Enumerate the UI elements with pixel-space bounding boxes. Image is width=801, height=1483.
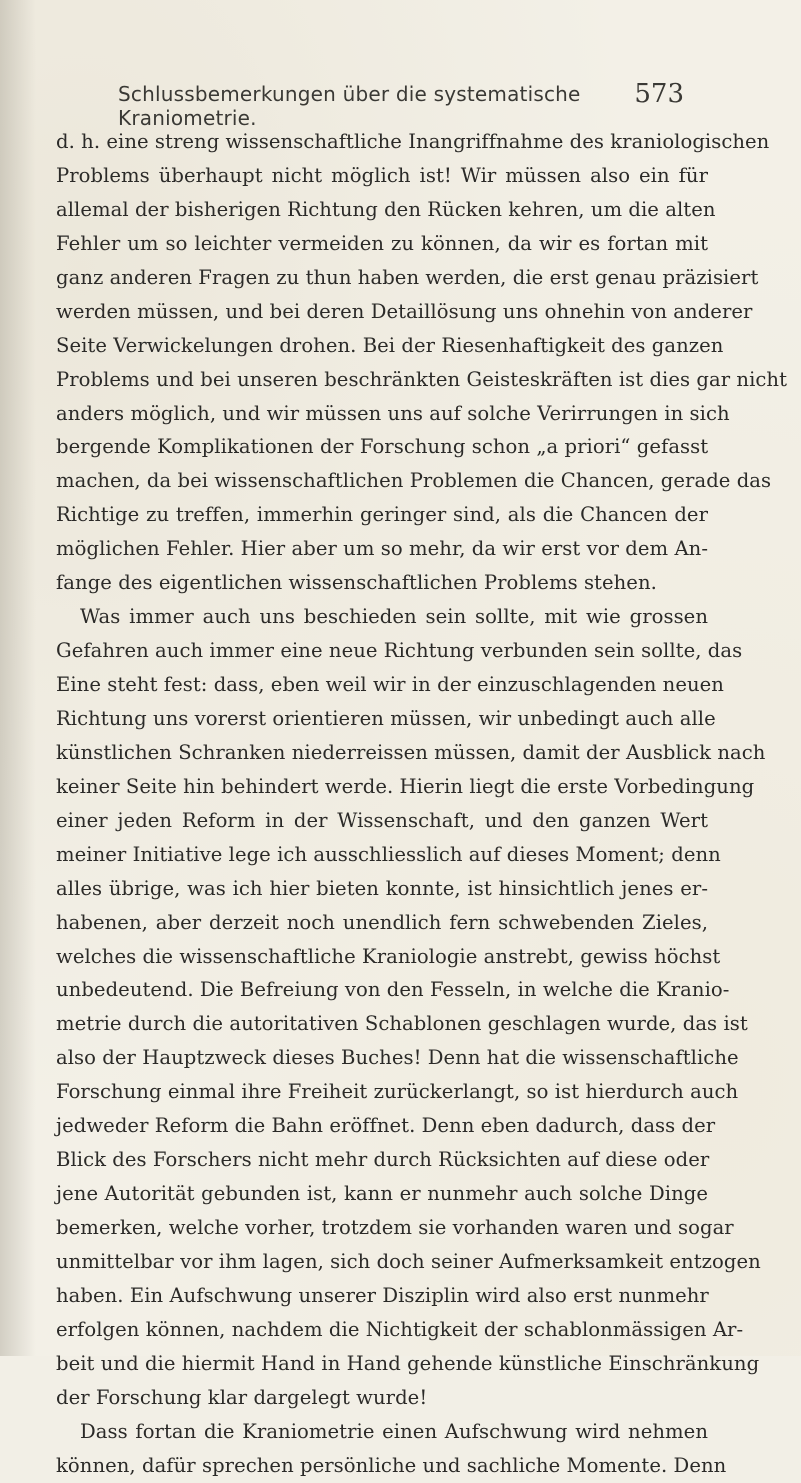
text-line: keiner Seite hin behindert werde. Hierin liegt die erste Vorbedingung [56,774,755,798]
gutter-shadow [0,0,36,1356]
paragraph-end-line: der Forschung klar dargelegt wurde! [56,1385,428,1409]
text-line: ganz anderen Fragen zu thun haben werden, die erst genau präzisiert [56,265,759,289]
text-line: bemerken, welche vorher, trotzdem sie vorhanden waren und sogar [56,1216,734,1239]
paragraph-end-line: fange des eigentlichen wissenschaftlichen Problems stehen. [56,571,657,595]
text-line: erfolgen können, nachdem die Nichtigkeit der schablonmässigen Ar- [56,1317,744,1341]
text-line: meiner Initiative lege ich ausschliesslich auf dieses Moment; denn [56,842,721,866]
running-head [118,79,684,130]
text-line: können, dafür sprechen persönliche und sachliche Momente. Denn [56,1453,727,1477]
paragraph-start-line: Dass fortan die Kraniometrie einen Aufschwung wird nehmen [80,1419,708,1443]
text-line: Fehler um so leichter vermeiden zu können, da wir es fortan mit [56,231,708,255]
text-line: welches die wissenschaftliche Kraniologie anstrebt, gewiss höchst [56,944,721,968]
running-title: Schlussbemerkungen über die systematische Kraniometrie. [118,82,581,130]
text-line: jene Autorität gebunden ist, kann er nunmehr auch solche Dinge [56,1182,708,1206]
text-line: Forschung einmal ihre Freiheit zurückerlangt, so ist hierdurch auch [56,1080,739,1104]
text-line: machen, da bei wissenschaftlichen Problemen die Chancen, gerade das [56,469,772,493]
text-line: jedweder Reform die Bahn eröffnet. Denn eben dadurch, dass der [56,1114,716,1138]
text-line: d. h. eine streng wissenschaftliche Inangriffnahme des kraniologischen [56,130,770,153]
text-line: Blick des Forschers nicht mehr durch Rücksichten auf diese oder [56,1148,710,1172]
text-line: haben. Ein Aufschwung unserer Disziplin wird also erst nunmehr [56,1283,709,1307]
text-line: bergende Komplikationen der Forschung schon „a priori“ gefasst [56,435,709,459]
text-line: alles übrige, was ich hier bieten konnte, ist hinsichtlich jenes er- [56,876,708,900]
text-line: Richtung uns vorerst orientieren müssen, wir unbedingt auch alle [56,706,716,730]
text-line: beit und die hiermit Hand in Hand gehende künstliche Einschränkung [56,1351,760,1375]
text-line: Seite Verwickelungen drohen. Bei der Riesenhaftigkeit des ganzen [56,333,724,357]
text-line: möglichen Fehler. Hier aber um so mehr, da wir erst vor dem An- [56,537,708,561]
text-line: Richtige zu treffen, immerhin geringer sind, als die Chancen der [56,503,708,527]
text-line: metrie durch die autoritativen Schablonen geschlagen wurde, das ist [56,1012,748,1036]
text-line: unmittelbar vor ihm lagen, sich doch seiner Aufmerksamkeit entzogen [56,1249,761,1273]
body-text [56,125,788,1483]
text-line: also der Hauptzweck dieses Buches! Denn hat die wissenschaftliche [56,1046,739,1070]
text-line: Gefahren auch immer eine neue Richtung verbunden sein sollte, das [56,639,743,663]
text-line: werden müssen, und bei deren Detaillösung uns ohnehin von anderer [56,299,753,323]
text-line: allemal der bisherigen Richtung den Rücken kehren, um die alten [56,197,716,221]
text-line: habenen, aber derzeit noch unendlich fern schwebenden Zieles, [56,910,708,934]
page-number: 573 [634,79,684,109]
text-line: künstlichen Schranken niederreissen müssen, damit der Ausblick nach [56,740,766,764]
text-line: Eine steht fest: dass, eben weil wir in der einzuschlagenden neuen [56,673,724,696]
paragraph-start-line: Was immer auch uns beschieden sein sollte, mit wie grossen [80,605,708,629]
text-line: unbedeutend. Die Befreiung von den Fesseln, in welche die Kranio- [56,978,730,1002]
text-line: einer jeden Reform in der Wissenschaft, und den ganzen Wert [56,808,708,832]
text-line: Problems überhaupt nicht möglich ist! Wir müssen also ein für [56,163,708,187]
text-line: Problems und bei unseren beschränkten Geisteskräften ist dies gar nicht [56,367,788,391]
text-line: anders möglich, und wir müssen uns auf solche Verirrungen in sich [56,401,730,425]
